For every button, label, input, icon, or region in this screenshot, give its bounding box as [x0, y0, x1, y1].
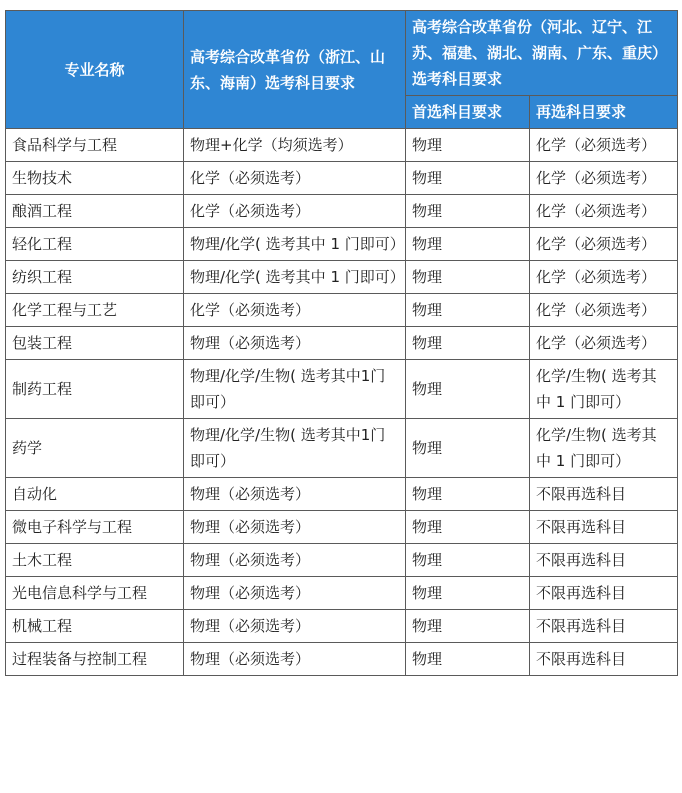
cell-group-a-requirement: 物理（必须选考）	[184, 643, 406, 676]
table-row	[6, 478, 678, 511]
table-row	[6, 195, 678, 228]
cell-first-choice: 物理	[406, 327, 530, 360]
cell-group-a-requirement: 物理（必须选考）	[184, 511, 406, 544]
cell-first-choice: 物理	[406, 360, 530, 419]
cell-major-name: 光电信息科学与工程	[6, 577, 184, 610]
cell-second-choice: 化学（必须选考）	[530, 129, 678, 162]
cell-major-name: 酿酒工程	[6, 195, 184, 228]
cell-second-choice: 化学（必须选考）	[530, 327, 678, 360]
cell-major-name: 自动化	[6, 478, 184, 511]
cell-second-choice: 不限再选科目	[530, 478, 678, 511]
table-row	[6, 261, 678, 294]
cell-second-choice: 不限再选科目	[530, 544, 678, 577]
cell-major-name: 轻化工程	[6, 228, 184, 261]
cell-first-choice: 物理	[406, 261, 530, 294]
cell-major-name: 机械工程	[6, 610, 184, 643]
table-row	[6, 643, 678, 676]
header-group-a: 高考综合改革省份（浙江、山东、海南）选考科目要求	[184, 11, 406, 129]
cell-group-a-requirement: 物理+化学（均须选考）	[184, 129, 406, 162]
cell-major-name: 药学	[6, 419, 184, 478]
header-first-choice: 首选科目要求	[406, 96, 530, 129]
header-major-name: 专业名称	[6, 11, 184, 129]
cell-first-choice: 物理	[406, 129, 530, 162]
cell-major-name: 包装工程	[6, 327, 184, 360]
table-row	[6, 129, 678, 162]
cell-group-a-requirement: 物理/化学/生物( 选考其中1门即可）	[184, 419, 406, 478]
cell-second-choice: 化学/生物( 选考其中 1 门即可）	[530, 360, 678, 419]
cell-first-choice: 物理	[406, 228, 530, 261]
cell-major-name: 土木工程	[6, 544, 184, 577]
cell-group-a-requirement: 物理（必须选考）	[184, 327, 406, 360]
subject-requirements-table	[5, 10, 678, 676]
cell-first-choice: 物理	[406, 478, 530, 511]
header-group-b: 高考综合改革省份（河北、辽宁、江苏、福建、湖北、湖南、广东、重庆）选考科目要求	[406, 11, 678, 96]
cell-major-name: 食品科学与工程	[6, 129, 184, 162]
cell-first-choice: 物理	[406, 419, 530, 478]
cell-major-name: 制药工程	[6, 360, 184, 419]
cell-first-choice: 物理	[406, 294, 530, 327]
header-row-1	[6, 11, 678, 96]
cell-group-a-requirement: 物理/化学/生物( 选考其中1门即可）	[184, 360, 406, 419]
table-row	[6, 162, 678, 195]
table-row	[6, 294, 678, 327]
cell-first-choice: 物理	[406, 544, 530, 577]
cell-major-name: 生物技术	[6, 162, 184, 195]
table-row	[6, 544, 678, 577]
table-row	[6, 228, 678, 261]
cell-major-name: 微电子科学与工程	[6, 511, 184, 544]
cell-second-choice: 不限再选科目	[530, 511, 678, 544]
cell-second-choice: 化学（必须选考）	[530, 294, 678, 327]
cell-second-choice: 化学（必须选考）	[530, 261, 678, 294]
header-second-choice: 再选科目要求	[530, 96, 678, 129]
table-row	[6, 577, 678, 610]
cell-group-a-requirement: 物理/化学( 选考其中 1 门即可）	[184, 228, 406, 261]
cell-first-choice: 物理	[406, 511, 530, 544]
table-row	[6, 327, 678, 360]
table-header	[6, 11, 678, 129]
table-row	[6, 610, 678, 643]
cell-group-a-requirement: 化学（必须选考）	[184, 294, 406, 327]
cell-second-choice: 不限再选科目	[530, 577, 678, 610]
cell-group-a-requirement: 物理（必须选考）	[184, 478, 406, 511]
table-row	[6, 360, 678, 419]
cell-group-a-requirement: 物理（必须选考）	[184, 577, 406, 610]
cell-second-choice: 化学（必须选考）	[530, 195, 678, 228]
table-row	[6, 419, 678, 478]
cell-major-name: 过程装备与控制工程	[6, 643, 184, 676]
cell-group-a-requirement: 化学（必须选考）	[184, 162, 406, 195]
cell-second-choice: 化学（必须选考）	[530, 162, 678, 195]
table-body	[6, 129, 678, 676]
cell-first-choice: 物理	[406, 195, 530, 228]
cell-second-choice: 化学（必须选考）	[530, 228, 678, 261]
cell-group-a-requirement: 物理/化学( 选考其中 1 门即可）	[184, 261, 406, 294]
cell-major-name: 化学工程与工艺	[6, 294, 184, 327]
cell-second-choice: 不限再选科目	[530, 610, 678, 643]
cell-first-choice: 物理	[406, 610, 530, 643]
cell-second-choice: 不限再选科目	[530, 643, 678, 676]
cell-group-a-requirement: 物理（必须选考）	[184, 610, 406, 643]
table-row	[6, 511, 678, 544]
cell-first-choice: 物理	[406, 643, 530, 676]
cell-group-a-requirement: 物理（必须选考）	[184, 544, 406, 577]
cell-group-a-requirement: 化学（必须选考）	[184, 195, 406, 228]
cell-major-name: 纺织工程	[6, 261, 184, 294]
cell-first-choice: 物理	[406, 162, 530, 195]
cell-second-choice: 化学/生物( 选考其中 1 门即可）	[530, 419, 678, 478]
cell-first-choice: 物理	[406, 577, 530, 610]
